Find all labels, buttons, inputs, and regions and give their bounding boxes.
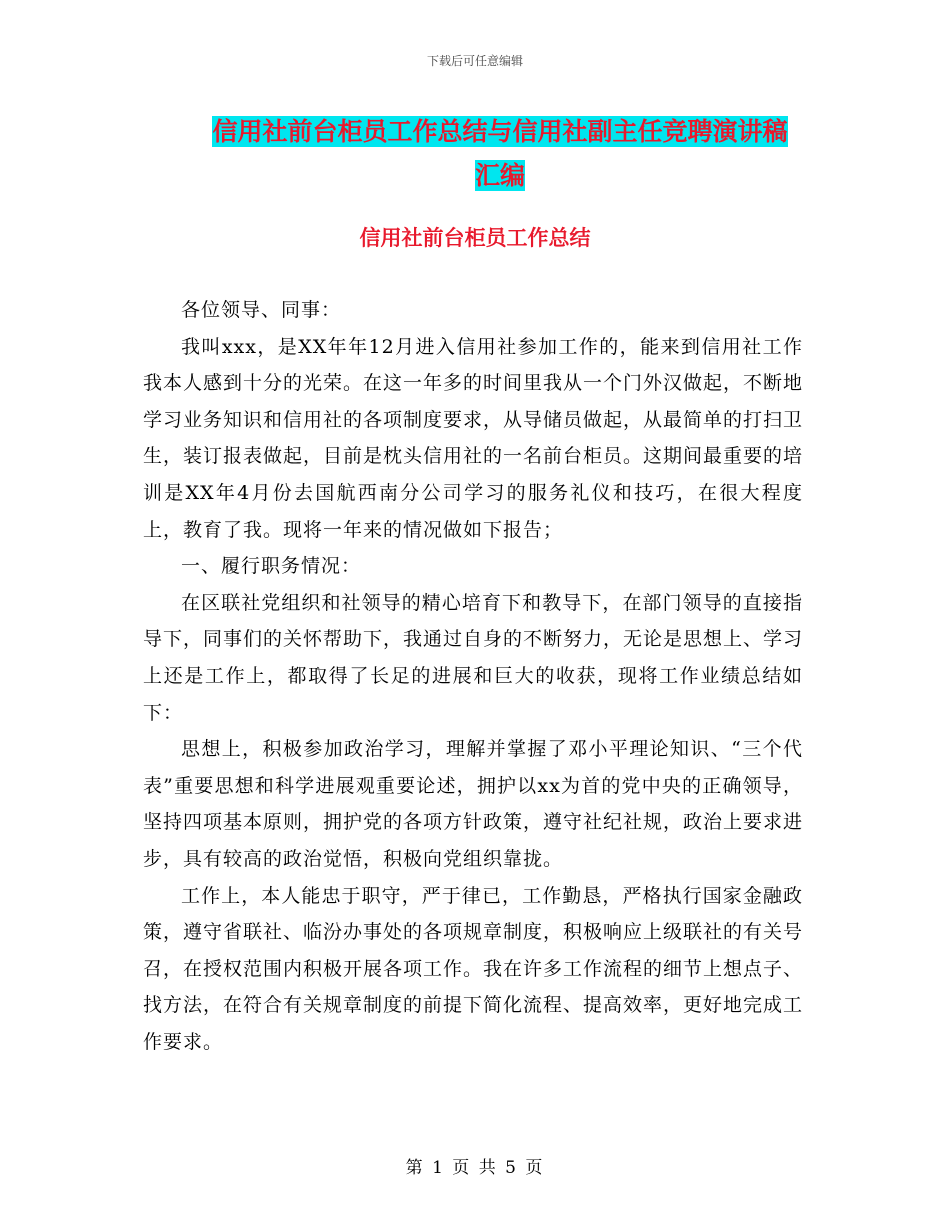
paragraph-heading-duties: 一、履行职务情况： (181, 555, 362, 578)
document-title-line-2: 汇编 (474, 161, 525, 190)
paragraph-duties-summary: 在区联社党组织和社领导的精心培育下和教导下，在部门领导的直接指导下，同事们的关怀帮助下，我通过自身的不断努力，无论是思想上、学习上还是工作上，都取得了长足的进展和巨大的收获，现将工作业绩总结如下： (143, 591, 804, 724)
paragraph-greeting: 各位领导、同事： (181, 299, 342, 321)
section-title: 信用社前台柜员工作总结 (359, 226, 591, 250)
paragraph-ideology: 思想上，积极参加政治学习，理解并掌握了邓小平理论知识、“三个代表”重要思想和科学进展观重要论述，拥护以xx为首的党中央的正确领导，坚持四项基本原则，拥护党的各项方针政策，遵守社纪社规，政治上要求进步，具有较高的政治觉悟，积极向党组织靠拢。 (143, 738, 804, 870)
document-title (185, 110, 815, 198)
document-title-line-1: 信用社前台柜员工作总结与信用社副主任竞聘演讲稿 (212, 117, 788, 146)
paragraph-work: 工作上，本人能忠于职守，严于律已，工作勤恳，严格执行国家金融政策，遵守省联社、临汾办事处的各项规章制度，积极响应上级联社的有关号召，在授权范围内积极开展各项工作。我在许多工作流程的细节上想点子、找方法，在符合有关规章制度的前提下简化流程、提高效率，更好地完成工作要求。 (143, 884, 804, 1053)
page-number: 第 1 页 共 5 页 (405, 1158, 545, 1178)
paragraph-introduction: 我叫xxx，是XX年年12月进入信用社参加工作的，能来到信用社工作我本人感到十分的光荣。在这一年多的时间里我从一个门外汉做起，不断地学习业务知识和信用社的各项制度要求，从导储员做起，从最简单的打扫卫生，装订报表做起，目前是枕头信用社的一名前台柜员。这期间最重要的培训是XX年4月份去国航西南分公司学习的服务礼仪和技巧，在很大程度上，教育了我。现将一年来的情况做如下报告； (143, 335, 804, 541)
document-body (143, 292, 803, 1060)
header-note: 下载后可任意编辑 (426, 54, 523, 68)
